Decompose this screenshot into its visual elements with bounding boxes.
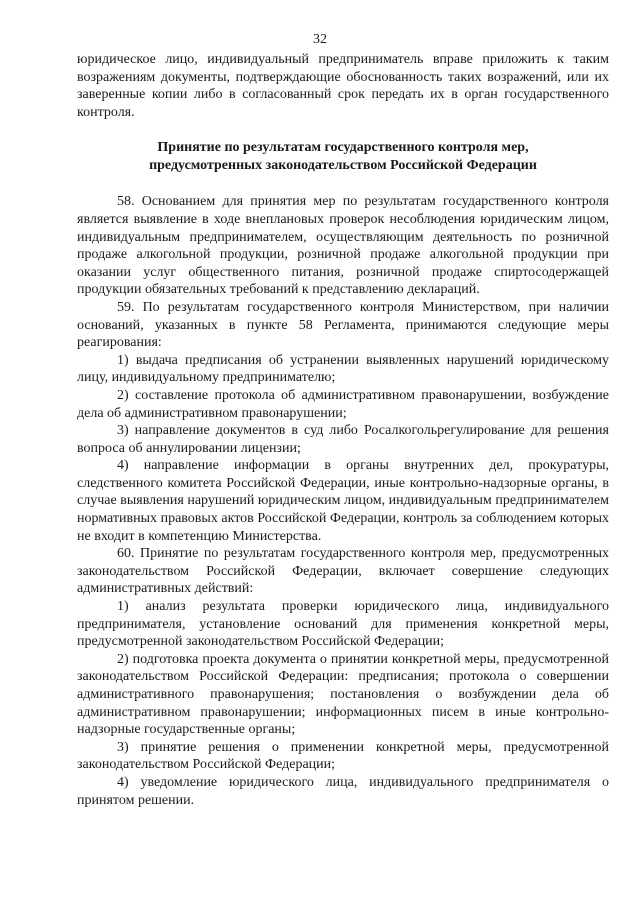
list-item-60-3: 3) принятие решения о применении конкретной меры, предусмотренной законодательством Российской Федерации;: [77, 739, 609, 773]
list-item-59-1: 1) выдача предписания об устранении выявленных нарушений юридическому лицу, индивидуальному предпринимателю;: [77, 352, 609, 386]
paragraph-58: 58. Основанием для принятия мер по результатам государственного контроля является выявление в ходе внеплановых проверок несоблюдения юридическим лицом, индивидуальным предпринимателем, осуществляющим деятельность по розничной продаже алкогольной продукции, розничной продаже алкогольной продукции при оказании услуг общественного питания, розничной продаже спиртосодержащей продукции обязательных требований к представлению деклараций.: [77, 194, 609, 298]
heading-line-2: предусмотренных законодательством Российской Федерации: [149, 158, 537, 174]
paragraph-60: 60. Принятие по результатам государственного контроля мер, предусмотренных законодательством Российской Федерации, включает совершение следующих административных действий:: [77, 546, 609, 597]
intro-paragraph: юридическое лицо, индивидуальный предприниматель вправе приложить к таким возражениям документы, подтверждающие обоснованность таких возражений, или их заверенные копии либо в согласованный срок передать их в орган государственного контроля.: [77, 52, 609, 120]
heading-line-1: Принятие по результатам государственного контроля мер,: [157, 140, 529, 156]
list-item-60-2: 2) подготовка проекта документа о принятии конкретной меры, предусмотренной законодательством Российской Федерации: предписания; протокола о совершении административного правонарушения; постановления о возбуждении дела об административном правонарушении; информационных писем в иные контрольно-надзорные государственные органы;: [77, 651, 609, 738]
section-heading: [77, 139, 609, 175]
paragraph-59: 59. По результатам государственного контроля Министерством, при наличии оснований, указанных в пункте 58 Регламента, принимаются следующие меры реагирования:: [77, 299, 609, 351]
list-item-60-1: 1) анализ результата проверки юридического лица, индивидуального предпринимателя, установление оснований для применения конкретной меры, предусмотренной законодательством Российской Федерации;: [77, 599, 609, 650]
document-body: [77, 51, 609, 809]
list-item-59-3: 3) направление документов в суд либо Росалкогольрегулирование для решения вопроса об аннулировании лицензии;: [77, 423, 609, 456]
list-item-60-4: 4) уведомление юридического лица, индивидуального предпринимателя о принятом решении.: [77, 774, 609, 808]
list-item-59-4: 4) направление информации в органы внутренних дел, прокуратуры, следственного комитета Российской Федерации, иные контрольно-надзорные органы, в случае выявления нарушений юридическим лицом, индивидуальным предпринимателем нормативных правовых актов Российской Федерации, контроль за соблюдением которых не входит в компетенцию Министерства.: [77, 458, 609, 544]
list-item-59-2: 2) составление протокола об административном правонарушении, возбуждение дела об административном правонарушении;: [77, 387, 609, 421]
page-number: 32: [313, 32, 327, 47]
